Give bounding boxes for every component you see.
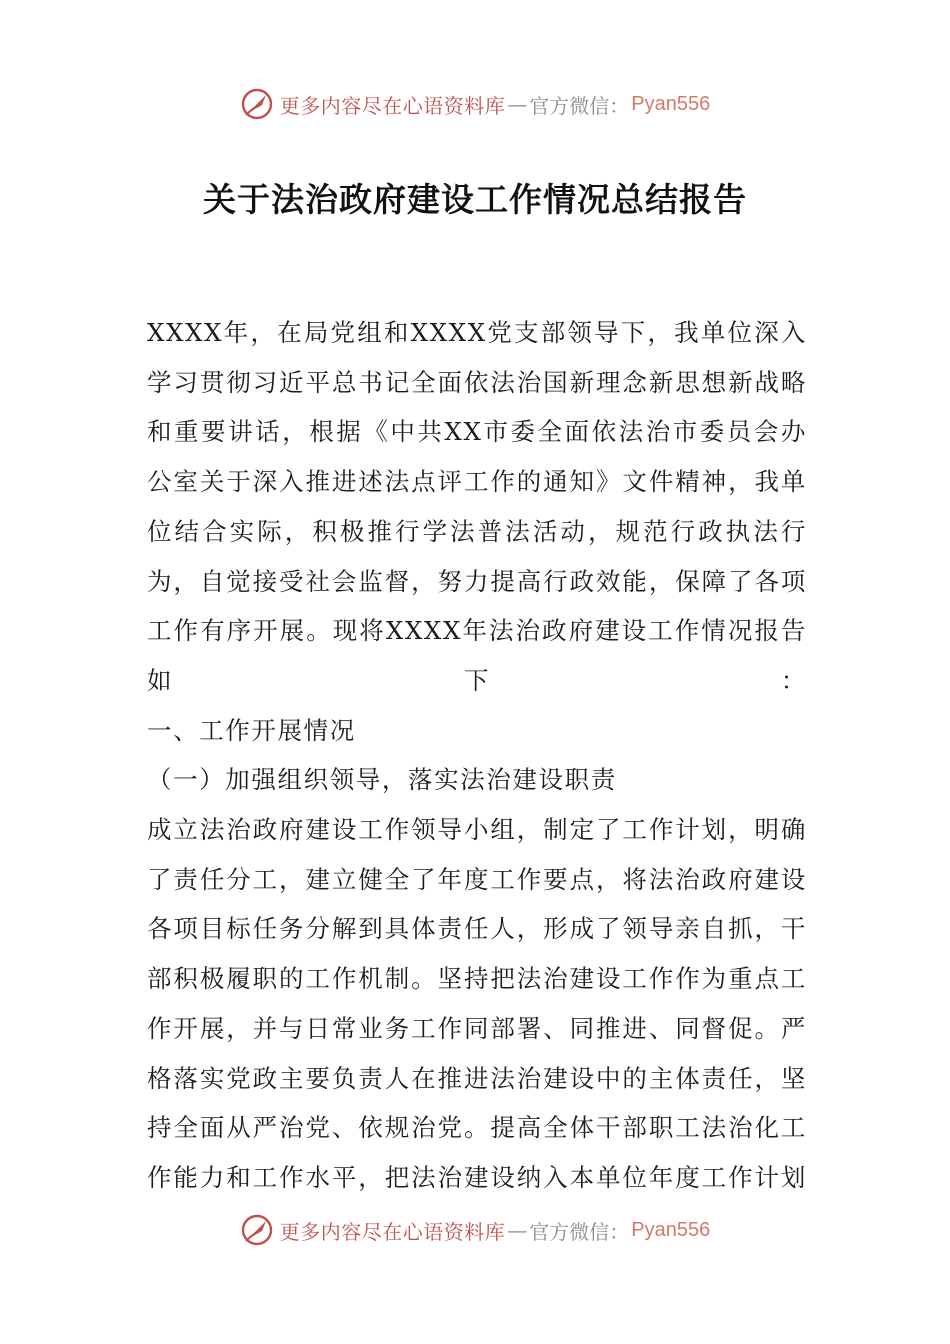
- section-1-heading: 一、工作开展情况: [147, 715, 356, 745]
- banner-separator: —: [507, 1218, 528, 1242]
- quill-logo-icon: [240, 87, 274, 121]
- header-watermark-banner: [0, 82, 950, 126]
- banner-wechat-label: 官方微信：: [529, 1219, 630, 1244]
- banner-separator: —: [507, 92, 528, 116]
- banner-wechat-id: Pyan556: [631, 1218, 711, 1241]
- intro-paragraph: XXXX年，在局党组和XXXX党支部领导下，我单位深入学习贯彻习近平总书记全面依法治国新理念新思想新战略和重要讲话，根据《中共XX市委全面依法治市委员会办公室关于深入推进述法点评工作的通知》文件精神，我单位结合实际，积极推行学法普法活动，规范行政执法行为，自觉接受社会监督，努力提高行政效能，保障了各项工作有序开展。现将XXXX年法治政府建设工作情况报告如下：: [147, 318, 807, 695]
- footer-watermark-banner: [0, 1208, 950, 1252]
- document-body: [147, 308, 807, 1203]
- banner-text: 更多内容尽在心语资料库: [279, 1219, 506, 1244]
- banner-wechat-label: 官方微信：: [529, 93, 630, 118]
- subsection-1-paragraph: 成立法治政府建设工作领导小组，制定了工作计划，明确了责任分工，建立健全了年度工作要点，将法治政府建设各项目标任务分解到具体责任人，形成了领导亲自抓，干部积极履职的工作机制。坚持把法治建设工作作为重点工作开展，并与日常业务工作同部署、同推进、同督促。严格落实党政主要负责人在推进法治建设中的主体责任，坚持全面从严治党、依规治党。提高全体干部职工法治化工作能力和工作水平，把法治建设纳入本单位年度工作计划: [147, 815, 807, 1192]
- banner-wechat-id: Pyan556: [631, 92, 711, 115]
- banner-text: 更多内容尽在心语资料库: [279, 93, 506, 118]
- subsection-1-heading: （一）加强组织领导，落实法治建设职责: [147, 765, 617, 795]
- quill-logo-icon: [240, 1213, 274, 1247]
- document-title: 关于法治政府建设工作情况总结报告: [203, 180, 747, 219]
